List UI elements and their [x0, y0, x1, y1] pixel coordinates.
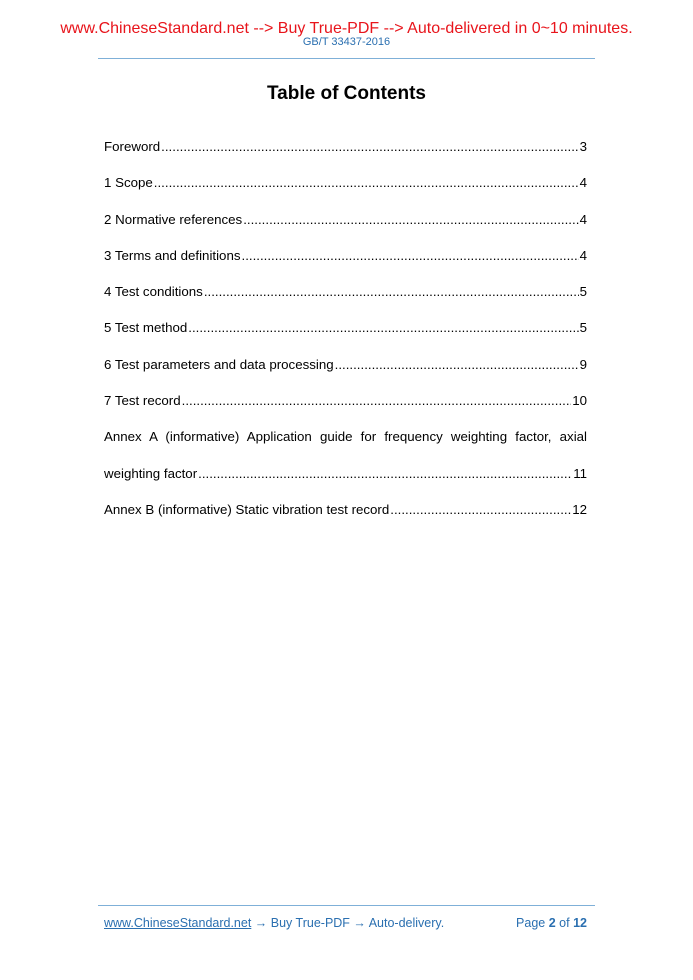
- toc-entry-annex-a-line1[interactable]: Annex A (informative) Application guide for frequency weighting factor, axial: [104, 429, 587, 445]
- toc-entry-page: 12: [572, 501, 587, 517]
- toc-entry-label: 7 Test record: [104, 393, 181, 409]
- page-indicator: [516, 916, 587, 931]
- toc-leader-dots: [161, 138, 578, 156]
- toc-entry-test-record[interactable]: [104, 392, 587, 428]
- footer-site-link[interactable]: www.ChineseStandard.net: [104, 916, 252, 930]
- page-current: 2: [548, 916, 556, 930]
- toc-entry-page: 3: [579, 139, 587, 154]
- toc-entry-normative-references[interactable]: [104, 211, 587, 247]
- toc-entry-page: 5: [579, 284, 587, 300]
- footer-promo: [104, 916, 444, 931]
- toc-entry-page: 9: [579, 356, 587, 372]
- toc-entry-label: weighting factor: [104, 465, 198, 481]
- toc-leader-dots: [198, 465, 572, 483]
- toc-entry-label: Annex B (informative) Static vibration test record: [104, 501, 390, 517]
- toc-entry-label: 2 Normative references: [104, 211, 243, 227]
- page-footer: [104, 916, 587, 931]
- toc-entry-annex-a[interactable]: [104, 465, 587, 501]
- page-of: of: [559, 916, 570, 930]
- toc-entry-label: 3 Terms and definitions: [104, 247, 241, 263]
- standard-number: GB/T 33437-2016: [302, 36, 391, 48]
- toc-entry-test-conditions[interactable]: [104, 283, 587, 319]
- toc-entry-page: 4: [579, 175, 587, 191]
- toc-entry-test-parameters[interactable]: [104, 356, 587, 392]
- footer-divider: [98, 905, 595, 906]
- toc-entry-foreword[interactable]: [104, 138, 587, 174]
- toc-entry-page: 5: [579, 320, 587, 336]
- toc-entry-label: 5 Test method: [104, 320, 188, 336]
- toc-entry-test-method[interactable]: [104, 319, 587, 355]
- toc-leader-dots: [243, 211, 578, 229]
- toc-entry-page: 11: [573, 465, 587, 481]
- toc-entry-label: 6 Test parameters and data processing: [104, 356, 334, 372]
- toc-leader-dots: [335, 356, 579, 374]
- page-title: Table of Contents: [266, 83, 427, 104]
- toc-entry-page: 4: [579, 247, 587, 263]
- toc-entry-terms-and-definitions[interactable]: [104, 247, 587, 283]
- toc-leader-dots: [154, 174, 579, 192]
- header-divider: [98, 58, 595, 59]
- toc-leader-dots: [188, 319, 578, 337]
- toc-entry-label: 1 Scope: [104, 175, 153, 191]
- toc-entry-page: 4: [579, 211, 587, 227]
- page-total: 12: [573, 916, 587, 930]
- toc-entry-annex-b[interactable]: [104, 501, 587, 537]
- toc-leader-dots: [204, 283, 579, 301]
- top-banner[interactable]: www.ChineseStandard.net --> Buy True-PDF --> Auto-delivered in 0~10 minutes.: [60, 20, 633, 37]
- page-prefix: Page: [516, 916, 546, 930]
- toc-entry-page: 10: [572, 393, 587, 409]
- toc-leader-dots: [390, 501, 571, 519]
- toc-leader-dots: [242, 247, 579, 265]
- table-of-contents: [104, 138, 587, 537]
- toc-entry-scope[interactable]: [104, 174, 587, 210]
- toc-entry-label: Foreword: [104, 139, 161, 154]
- toc-entry-label: 4 Test conditions: [104, 284, 203, 300]
- toc-leader-dots: [182, 392, 572, 410]
- footer-promo-text: → Buy True-PDF → Auto-delivery.: [251, 916, 445, 930]
